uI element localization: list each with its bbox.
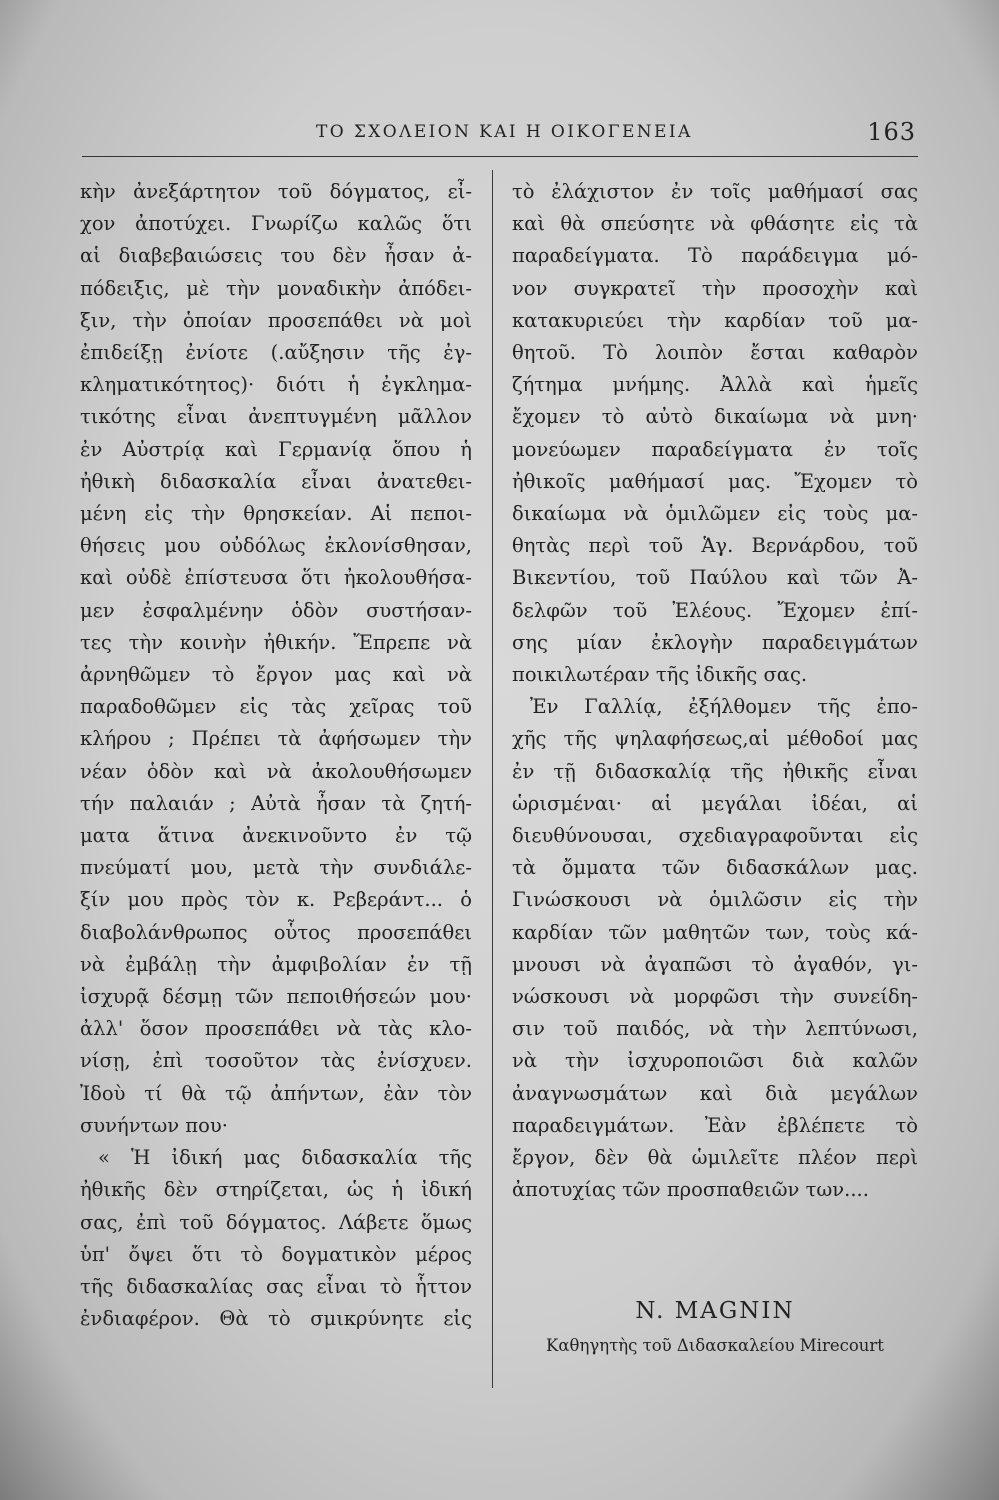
text-line: διαβολάνθρωπος οὗτος προσεπάθει bbox=[80, 920, 472, 944]
text-line: τῆς διδασκαλίας σας εἶναι τὸ ἧττον bbox=[80, 1274, 472, 1298]
text-line: διευθύνουσαι, σχεδιαγραφοῦνται εἰς bbox=[512, 824, 918, 848]
text-line: συνήντων που· bbox=[80, 1113, 228, 1137]
text-line: ἀποτυχίας τῶν προσπαθειῶν των.... bbox=[512, 1178, 869, 1202]
text-line: τὰ ὄμματα τῶν διδασκάλων μας. bbox=[512, 856, 918, 880]
text-line: τικότης εἶναι ἀνεπτυγμένη μᾶλλον bbox=[80, 405, 472, 429]
text-line: κὴν ἀνεξάρτητον τοῦ δόγματος, εἶ- bbox=[80, 180, 472, 203]
text-line: μνουσι νὰ ἀγαπῶσι τὸ ἀγαθόν, γι- bbox=[512, 952, 918, 976]
text-line: καὶ θὰ σπεύσητε νὰ φθάσητε εἰς τὰ bbox=[512, 212, 918, 236]
text-line: πνεύματί μου, μετὰ τὴν συνδιάλε- bbox=[80, 856, 472, 880]
text-line: νώσκουσι νὰ μορφῶσι τὴν συνείδη- bbox=[512, 985, 918, 1009]
running-title: ΤΟ ΣΧΟΛΕΙΟΝ ΚΑΙ Η ΟΙΚΟΓΕΝΕΙΑ bbox=[316, 122, 693, 142]
text-line: νὰ τὴν ἰσχυροποιῶσι διὰ καλῶν bbox=[512, 1049, 918, 1073]
text-line: κατακυριεύει τὴν καρδίαν τοῦ μα- bbox=[512, 308, 918, 332]
signature-block bbox=[512, 1294, 918, 1360]
text-line: παραδειγμάτων. Ἐὰν ἐβλέπετε τὸ bbox=[512, 1113, 918, 1137]
text-line: σης μίαν ἐκλογὴν παραδειγμάτων bbox=[512, 630, 918, 654]
text-line: τες τὴν κοινὴν ἠθικήν. Ἔπρεπε νὰ bbox=[80, 630, 472, 654]
text-line: αἱ διαβεβαιώσεις του δὲν ἦσαν ἀ- bbox=[80, 244, 472, 268]
text-line: ἐν Αὐστρίᾳ καὶ Γερμανίᾳ ὅπου ἡ bbox=[80, 437, 472, 461]
text-line: ἔχομεν τὸ αὐτὸ δικαίωμα νὰ μνη· bbox=[512, 405, 918, 429]
text-line: δελφῶν τοῦ Ἐλέους. Ἔχομεν ἐπί- bbox=[512, 598, 918, 622]
text-line: ἠθικὴ διδασκαλία εἶναι ἀνατεθει- bbox=[80, 469, 472, 493]
text-line: θητὰς περὶ τοῦ Ἁγ. Βερνάρδου, τοῦ bbox=[512, 534, 918, 558]
text-line: μεν ἐσφαλμένην ὁδὸν συστήσαν- bbox=[80, 598, 472, 622]
text-line: ἔργον, δὲν θὰ ὡμιλεῖτε πλέον περὶ bbox=[512, 1146, 918, 1170]
text-line: ἐπιδείξῃ ἐνίοτε (.αὔξησιν τῆς ἐγ- bbox=[80, 341, 472, 365]
text-line: σας, ἐπὶ τοῦ δόγματος. Λάβετε ὅμως bbox=[80, 1210, 472, 1234]
text-line: μένη εἰς τὴν θρησκείαν. Αἱ πεποι- bbox=[80, 502, 472, 526]
header-rule bbox=[82, 156, 918, 157]
text-line: κληματικότητος)· διότι ἡ ἐγκλημα- bbox=[80, 373, 472, 397]
text-line: ἰσχυρᾷ δέσμῃ τῶν πεποιθήσεών μου· bbox=[80, 985, 472, 1009]
text-line: ὑπ' ὄψει ὅτι τὸ δογματικὸν μέρος bbox=[80, 1242, 472, 1266]
text-line: ὡρισμέναι· αἱ μεγάλαι ἰδέαι, αἱ bbox=[512, 791, 918, 815]
text-line: ἀναγνωσμάτων καὶ διὰ μεγάλων bbox=[512, 1081, 918, 1105]
author-name: N. MAGNIN bbox=[635, 1298, 795, 1324]
text-line: κλήρου ; Πρέπει τὰ ἀφήσωμεν τὴν bbox=[80, 727, 472, 751]
text-line: καρδίαν τῶν μαθητῶν των, τοὺς κά- bbox=[512, 920, 918, 944]
right-column bbox=[512, 176, 918, 1207]
text-line: νέαν ὁδὸν καὶ νὰ ἀκολουθήσωμεν bbox=[80, 759, 472, 783]
text-line: σιν τοῦ παιδός, νὰ τὴν λεπτύνωσι, bbox=[512, 1017, 918, 1041]
text-line: θητοῦ. Τὸ λοιπὸν ἔσται καθαρὸν bbox=[512, 341, 918, 365]
text-line: χον ἀποτύχει. Γνωρίζω καλῶς ὅτι bbox=[80, 212, 472, 236]
author-role: Καθηγητὴς τοῦ Διδασκαλείου Mirecourt bbox=[546, 1336, 884, 1355]
text-line: νίσῃ, ἐπὶ τοσοῦτον τὰς ἐνίσχυεν. bbox=[80, 1049, 472, 1073]
text-line: ξίν μου πρὸς τὸν κ. Ρεβεράντ... ὁ bbox=[80, 888, 472, 912]
column-divider bbox=[492, 170, 493, 1388]
text-line: Ἰδοὺ τί θὰ τῷ ἀπήντων, ἐὰν τὸν bbox=[80, 1081, 472, 1105]
text-line: ματα ἅτινα ἀνεκινοῦντο ἐν τῷ bbox=[80, 824, 472, 848]
text-line: θήσεις μου οὐδόλως ἐκλονίσθησαν, bbox=[80, 534, 472, 558]
text-line: ἐν τῇ διδασκαλίᾳ τῆς ἠθικῆς εἶναι bbox=[512, 759, 918, 783]
text-line: δικαίωμα νὰ ὁμιλῶμεν εἰς τοὺς μα- bbox=[512, 502, 918, 526]
text-line: χῆς τῆς ψηλαφήσεως,αἱ μέθοδοί μας bbox=[512, 727, 918, 751]
text-line: ἠθικοῖς μαθήμασί μας. Ἔχομεν τὸ bbox=[512, 469, 918, 493]
text-line: παραδοθῶμεν εἰς τὰς χεῖρας τοῦ bbox=[80, 695, 472, 719]
text-line: Ἐν Γαλλίᾳ, ἐξήλθομεν τῆς ἐπο- bbox=[530, 695, 918, 719]
text-line: ποικιλωτέραν τῆς ἰδικῆς σας. bbox=[512, 663, 808, 687]
text-line: ἀλλ' ὅσον προσεπάθει νὰ τὰς κλο- bbox=[80, 1017, 472, 1041]
text-line: ξιν, τὴν ὁποίαν προσεπάθει νὰ μοὶ bbox=[80, 308, 472, 332]
text-line: ἀρνηθῶμεν τὸ ἔργον μας καὶ νὰ bbox=[80, 663, 472, 687]
text-line: ζήτημα μνήμης. Ἀλλὰ καὶ ἡμεῖς bbox=[512, 373, 918, 397]
text-line: τὸ ἐλάχιστον ἐν τοῖς μαθήμασί σας bbox=[512, 180, 918, 203]
text-line: μονεύωμεν παραδείγματα ἐν τοῖς bbox=[512, 437, 918, 461]
text-line: τήν παλαιάν ; Αὐτὰ ἦσαν τὰ ζητή- bbox=[80, 791, 472, 815]
text-line: « Ἡ ἰδική μας διδασκαλία τῆς bbox=[98, 1146, 472, 1170]
text-line: νον συγκρατεῖ τὴν προσοχὴν καὶ bbox=[512, 276, 918, 300]
text-line: νὰ ἐμβάλῃ τὴν ἀμφιβολίαν ἐν τῇ bbox=[80, 952, 472, 976]
text-line: Βικεντίου, τοῦ Παύλου καὶ τῶν Ἀ- bbox=[512, 566, 918, 590]
text-line: ἐνδιαφέρον. Θὰ τὸ σμικρύνητε εἰς bbox=[80, 1307, 472, 1331]
text-line: ἠθικῆς δὲν στηρίζεται, ὡς ἡ ἰδική bbox=[80, 1178, 472, 1202]
left-column bbox=[80, 176, 472, 1335]
text-line: παραδείγματα. Τὸ παράδειγμα μό- bbox=[512, 244, 918, 268]
running-header bbox=[80, 118, 920, 154]
text-line: καὶ οὐδὲ ἐπίστευσα ὅτι ἠκολουθήσα- bbox=[80, 566, 472, 590]
text-line: πόδειξις, μὲ τὴν μοναδικὴν ἀπόδει- bbox=[80, 276, 472, 300]
text-line: Γινώσκουσι νὰ ὁμιλῶσιν εἰς τὴν bbox=[512, 888, 918, 912]
page-number: 163 bbox=[867, 118, 916, 146]
